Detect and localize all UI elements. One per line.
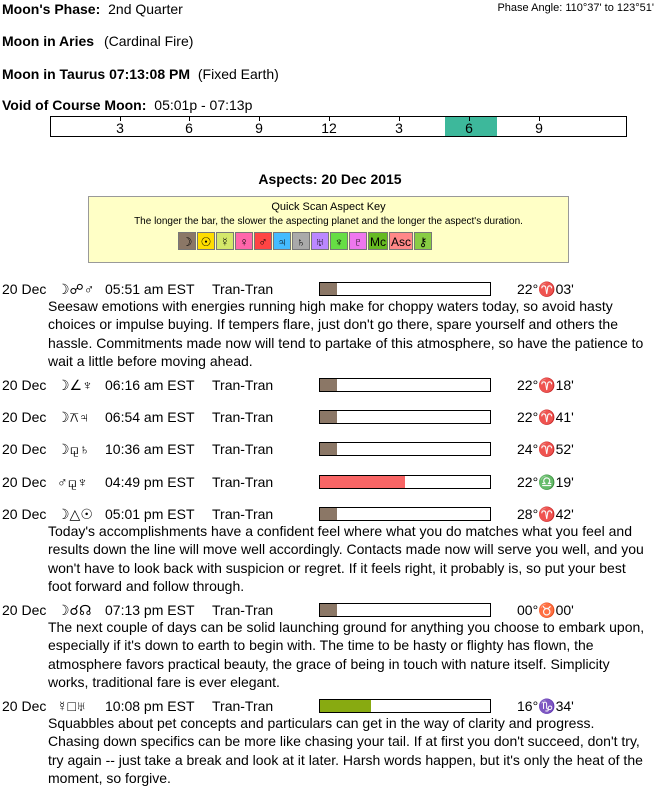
aspect-time: 07:13 pm EST <box>105 602 195 618</box>
timeline-label: 6 <box>185 120 193 136</box>
aspect-duration-bar <box>319 442 491 456</box>
aspect-duration-fill <box>320 379 337 391</box>
void-of-course-line <box>2 97 252 113</box>
aspect-type: Tran-Tran <box>212 698 274 714</box>
aspect-time: 06:16 am EST <box>105 377 195 393</box>
moon-phase-label: Moon's Phase: <box>2 1 101 17</box>
aspect-key <box>88 196 569 263</box>
aspect-description: Today's accomplishments have a confident feel where what you do matches what you feel and results down the line will move well accordingly. Contacts made now will serve you well, and you won't have to look back with suspicion or regret. If it feels right, it probably is, so put your best foot forward and follow through. <box>48 523 644 594</box>
key-glyph-icon: Mc <box>368 232 388 250</box>
aspect-key-subtitle: The longer the bar, the slower the aspecting planet and the longer the aspect's duration. <box>134 216 523 227</box>
aspect-key-title: Quick Scan Aspect Key <box>271 201 386 213</box>
aspect-degree: 28°♈42' <box>517 506 574 522</box>
aspect-duration-fill <box>320 443 337 455</box>
moon-phase-value: 2nd Quarter <box>108 1 183 17</box>
aspect-type: Tran-Tran <box>212 602 274 618</box>
key-glyph-icon: ☿ <box>216 232 234 250</box>
phase-angle: Phase Angle: 110°37' to 123°51' <box>497 2 654 14</box>
aspect-time: 04:49 pm EST <box>105 474 195 490</box>
aspect-date: 20 Dec <box>2 409 47 425</box>
aspect-row <box>0 377 660 395</box>
aspect-glyphs: ☽☍♂ <box>57 281 95 297</box>
aspect-duration-bar <box>319 699 491 713</box>
aspects-title: Aspects: 20 Dec 2015 <box>258 171 402 187</box>
aspect-duration-fill <box>320 700 371 712</box>
aspect-glyphs: ☿□♅ <box>57 698 87 714</box>
aspect-glyphs: ☽∠♆ <box>57 377 93 393</box>
moon-in-taurus-value: (Fixed Earth) <box>197 66 279 82</box>
aspect-type: Tran-Tran <box>212 474 274 490</box>
key-glyph-icon: ♆ <box>330 232 348 250</box>
key-glyph-icon: Asc <box>389 232 413 250</box>
key-glyph-icon: ♄ <box>292 232 310 250</box>
aspect-degree: 16°♑34' <box>517 698 574 714</box>
aspect-glyphs: ♂⚼♆ <box>57 474 88 490</box>
aspect-degree: 24°♈52' <box>517 441 574 457</box>
aspect-duration-fill <box>320 508 337 520</box>
moon-in-taurus-line <box>2 66 279 82</box>
aspect-description: Seesaw emotions with energies running high make for choppy waters today, so avoid hasty choices or impulse buying. If tempers flare, just don't go there, spare yourself and others the hassle. Commitments made now will tend to partake of this atmosphere, so have the patience to wait a little before moving ahead. <box>48 298 644 369</box>
key-glyph-icon: ♇ <box>349 232 367 250</box>
aspect-duration-fill <box>320 411 337 423</box>
timeline-label: 9 <box>535 120 543 136</box>
key-glyph-icon: ⚷ <box>414 232 432 250</box>
key-glyph-icon: ♀ <box>235 232 253 250</box>
aspect-degree: 00°♉00' <box>517 602 574 618</box>
aspect-description: Squabbles about pet concepts and particulars can get in the way of clarity and progress. Chasing down specifics can be more like chasing your tail. If at first you don't succeed, don't try, try again -- just take a break and look at it later. Harsh words happen, but it's only the heat of the moment, so forgive. <box>48 715 643 786</box>
aspect-glyphs: ☽☌☊ <box>57 602 92 618</box>
aspect-date: 20 Dec <box>2 474 47 490</box>
aspect-duration-bar <box>319 475 491 489</box>
aspect-type: Tran-Tran <box>212 377 274 393</box>
aspect-row <box>0 441 660 459</box>
moon-in-taurus-label: Moon in Taurus 07:13:08 PM <box>2 66 190 82</box>
key-glyph-icon: ♃ <box>273 232 291 250</box>
aspect-duration-bar <box>319 378 491 392</box>
aspect-duration-fill <box>320 604 337 616</box>
aspect-row <box>0 474 660 492</box>
aspect-key-glyphs <box>178 232 433 250</box>
timeline-label: 3 <box>116 120 124 136</box>
timeline-label: 9 <box>255 120 263 136</box>
key-glyph-icon: ♅ <box>311 232 329 250</box>
aspect-duration-fill <box>320 476 405 488</box>
aspect-time: 10:08 pm EST <box>105 698 195 714</box>
aspect-duration-bar <box>319 603 491 617</box>
aspect-date: 20 Dec <box>2 698 47 714</box>
aspect-type: Tran-Tran <box>212 441 274 457</box>
aspect-type: Tran-Tran <box>212 506 274 522</box>
moon-in-aries-label: Moon in Aries <box>2 33 95 49</box>
moon-phase-line <box>2 1 183 17</box>
aspect-date: 20 Dec <box>2 441 47 457</box>
aspect-date: 20 Dec <box>2 506 47 522</box>
aspect-degree: 22°♈18' <box>517 377 574 393</box>
void-of-course-timeline <box>50 116 627 137</box>
aspect-type: Tran-Tran <box>212 409 274 425</box>
timeline-label: 12 <box>321 120 337 136</box>
timeline-label: 6 <box>465 120 473 136</box>
aspect-date: 20 Dec <box>2 602 47 618</box>
aspect-degree: 22°♈03' <box>517 281 574 297</box>
voc-label: Void of Course Moon: <box>2 97 147 113</box>
aspect-type: Tran-Tran <box>212 281 274 297</box>
aspect-row <box>0 409 660 427</box>
aspect-degree: 22°♎19' <box>517 474 574 490</box>
aspect-date: 20 Dec <box>2 281 47 297</box>
moon-in-aries-value: (Cardinal Fire) <box>103 33 194 49</box>
key-glyph-icon: ☽ <box>178 232 196 250</box>
voc-value: 05:01p - 07:13p <box>154 97 253 113</box>
aspect-duration-bar <box>319 282 491 296</box>
aspect-duration-bar <box>319 507 491 521</box>
aspect-time: 06:54 am EST <box>105 409 195 425</box>
aspect-time: 05:01 pm EST <box>105 506 195 522</box>
moon-in-aries-line <box>2 33 193 49</box>
aspect-glyphs: ☽△☉ <box>57 506 93 522</box>
aspect-degree: 22°♈41' <box>517 409 574 425</box>
aspect-date: 20 Dec <box>2 377 47 393</box>
aspect-duration-bar <box>319 410 491 424</box>
aspect-description: The next couple of days can be solid launching ground for anything you choose to embark upon, especially if it's down to earth to begin with. The time to be hasty or flighty has flown, the atmosphere favors practical beauty, the grace of being in touch with nature itself. Simplicity works, traditional fare is ever elegant. <box>48 619 645 690</box>
aspect-glyphs: ☽⚼♄ <box>57 441 90 457</box>
aspect-time: 05:51 am EST <box>105 281 195 297</box>
key-glyph-icon: ☉ <box>197 232 215 250</box>
aspect-glyphs: ☽⚻♃ <box>57 409 90 425</box>
key-glyph-icon: ♂ <box>254 232 272 250</box>
aspect-duration-fill <box>320 283 337 295</box>
aspect-time: 10:36 am EST <box>105 441 195 457</box>
timeline-label: 3 <box>395 120 403 136</box>
